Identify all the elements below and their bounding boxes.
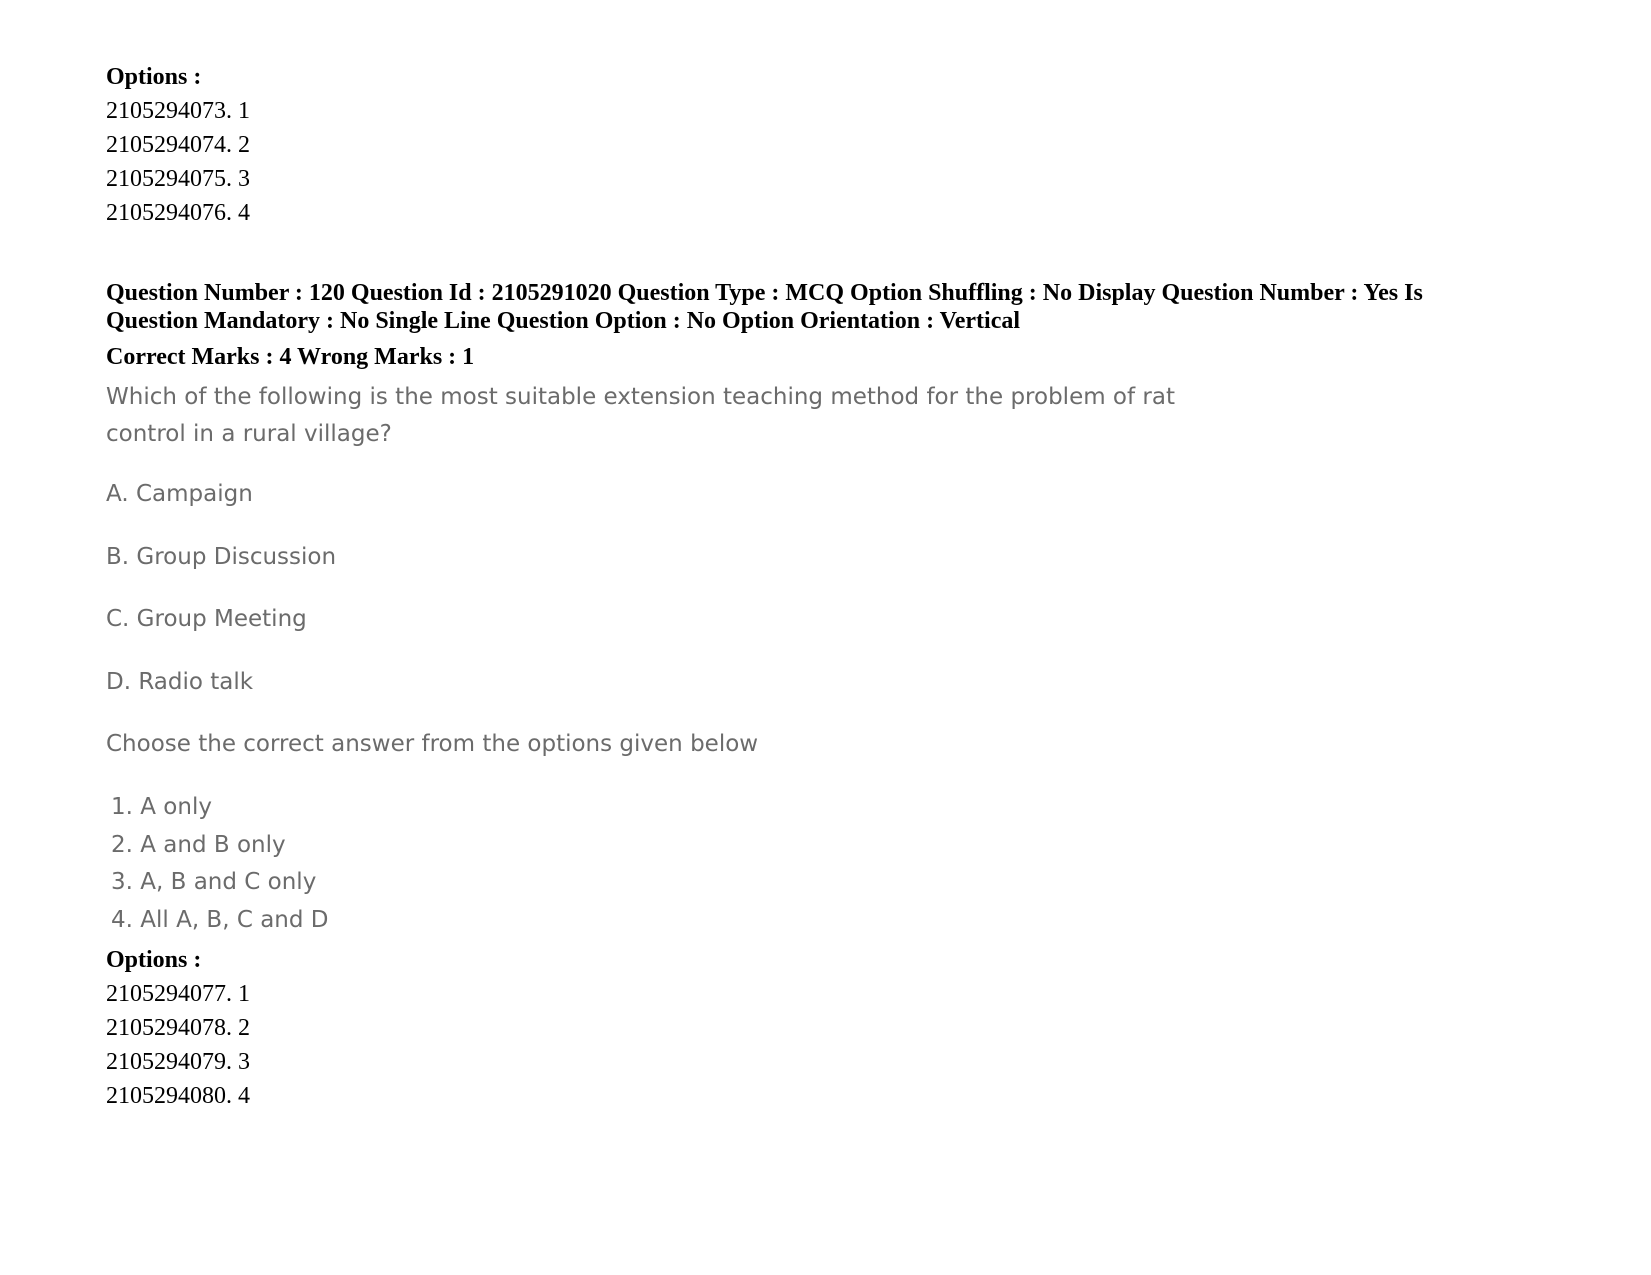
answer-choice: 1. A only (111, 794, 212, 820)
options-heading-previous: Options : (106, 64, 202, 90)
answer-choice: 3. A, B and C only (111, 869, 317, 895)
answer-choice: 2. A and B only (111, 832, 286, 858)
question-instruction: Choose the correct answer from the options given below (106, 731, 759, 757)
option-id-line: 2105294076. 4 (106, 200, 250, 226)
option-id-line: 2105294075. 3 (106, 166, 250, 192)
answer-choice: 4. All A, B, C and D (111, 907, 329, 933)
question-meta-line-1: Question Number : 120 Question Id : 2105291020 Question Type : MCQ Option Shuffling : No Display Question Number : Yes Is (106, 280, 1423, 306)
option-id-line: 2105294073. 1 (106, 98, 250, 124)
option-id-line: 2105294078. 2 (106, 1015, 250, 1041)
option-id-line: 2105294077. 1 (106, 981, 250, 1007)
statement-item: D. Radio talk (106, 669, 254, 695)
question-meta-line-2: Question Mandatory : No Single Line Question Option : No Option Orientation : Vertical (106, 308, 1021, 334)
question-marks: Correct Marks : 4 Wrong Marks : 1 (106, 344, 475, 370)
statement-item: C. Group Meeting (106, 606, 307, 632)
options-heading: Options : (106, 947, 202, 973)
option-id-line: 2105294074. 2 (106, 132, 250, 158)
question-metadata (106, 279, 1546, 335)
statement-item: B. Group Discussion (106, 544, 337, 570)
question-text-line-1: Which of the following is the most suitable extension teaching method for the problem of rat (106, 384, 1175, 410)
option-id-line: 2105294080. 4 (106, 1083, 250, 1109)
option-id-line: 2105294079. 3 (106, 1049, 250, 1075)
question-text-line-2: control in a rural village? (106, 421, 392, 447)
statement-item: A. Campaign (106, 481, 253, 507)
